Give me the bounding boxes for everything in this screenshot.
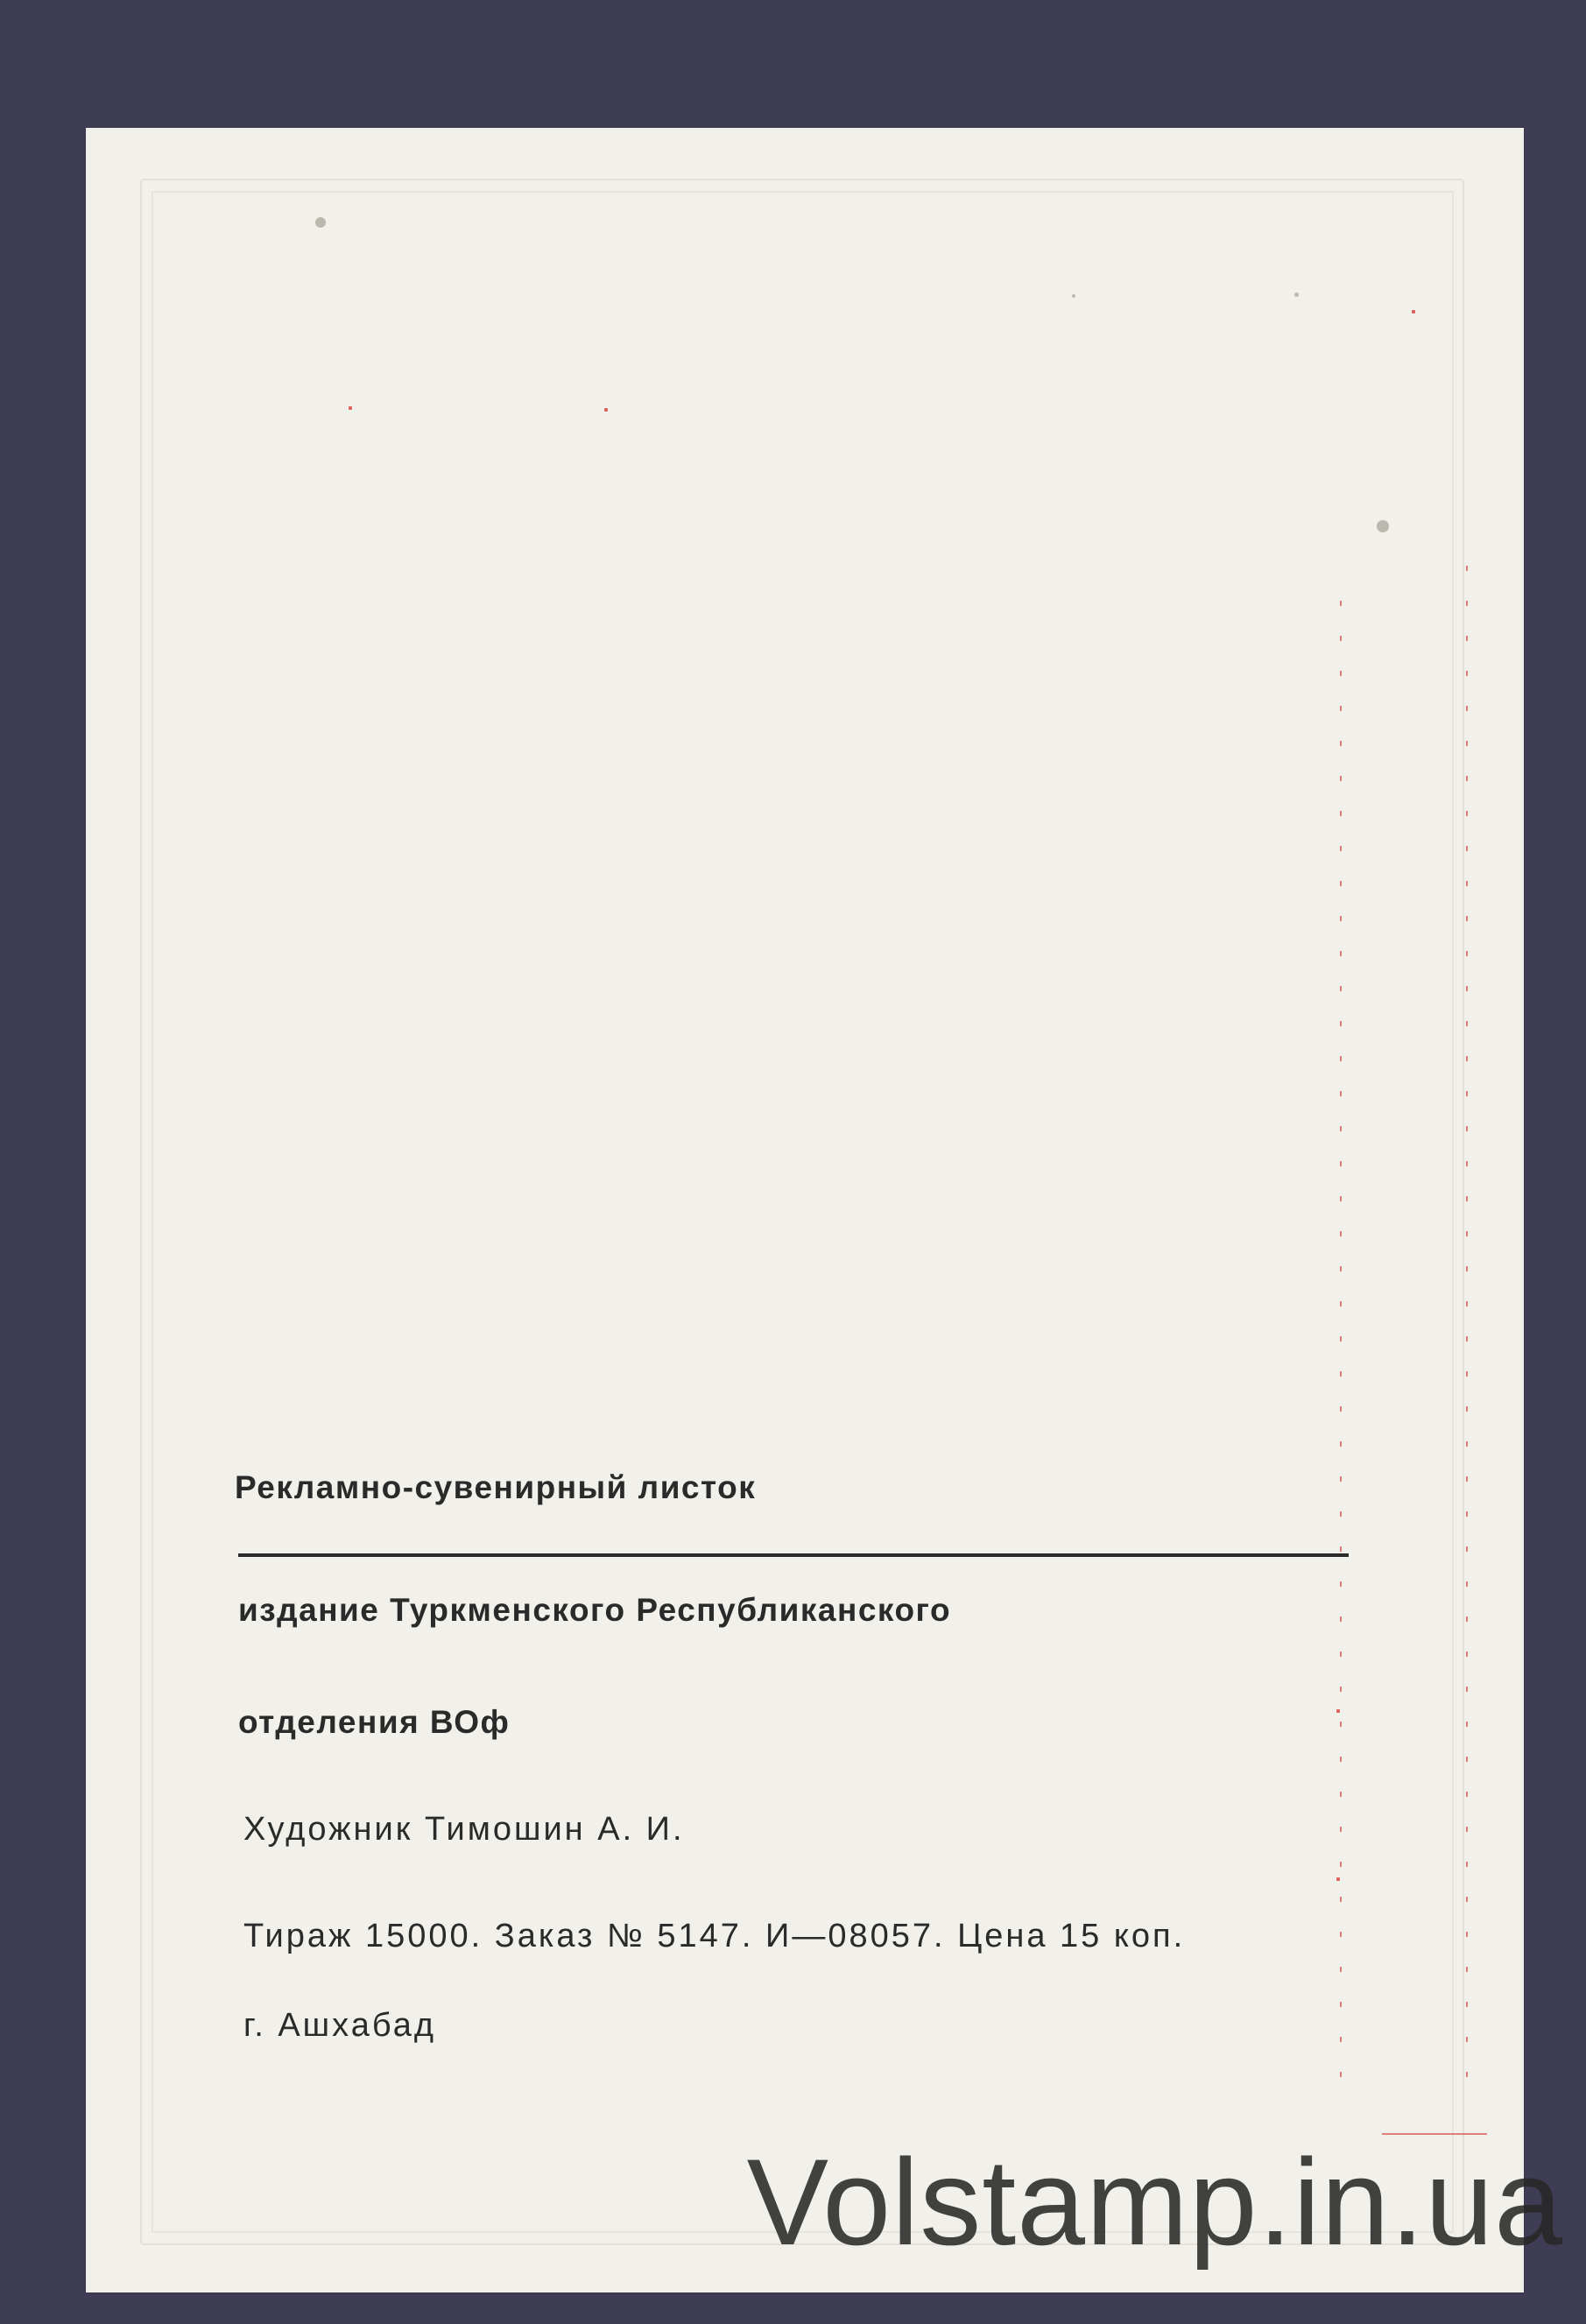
paper-speck bbox=[1377, 520, 1389, 532]
paper-speck bbox=[1294, 292, 1299, 297]
document-title: Рекламно-сувенирный листок bbox=[235, 1469, 757, 1505]
site-watermark: Volstamp.in.ua bbox=[746, 2133, 1563, 2271]
registration-mark bbox=[349, 406, 352, 410]
registration-line bbox=[1466, 566, 1468, 2107]
paper-speck bbox=[1072, 294, 1075, 298]
publisher-line-2: отделения ВОф bbox=[238, 1704, 511, 1740]
city-line: г. Ашхабад bbox=[243, 2007, 437, 2044]
print-run-line: Тираж 15000. Заказ № 5147. И—08057. Цена 15 коп. bbox=[243, 1918, 1186, 1954]
registration-mark bbox=[1412, 310, 1415, 313]
title-divider bbox=[238, 1553, 1349, 1557]
paper-speck bbox=[315, 217, 326, 228]
document-sheet bbox=[86, 128, 1524, 2292]
registration-line bbox=[1340, 601, 1342, 2089]
publisher-line-1: издание Туркменского Республиканского bbox=[238, 1592, 952, 1628]
registration-mark bbox=[604, 408, 608, 412]
artist-line: Художник Тимошин А. И. bbox=[243, 1811, 685, 1848]
